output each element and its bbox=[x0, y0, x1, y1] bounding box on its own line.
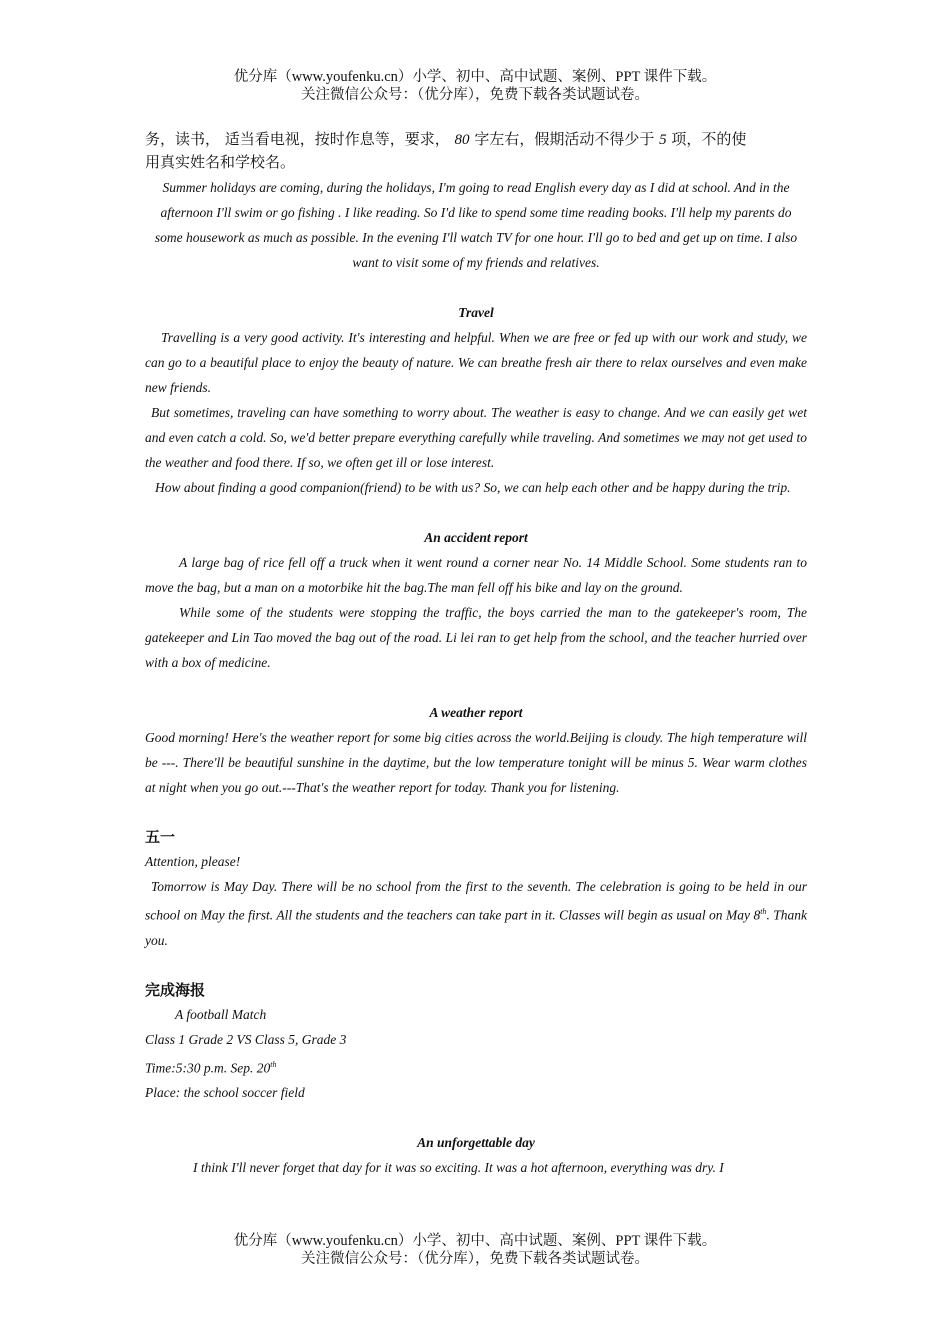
page-footer bbox=[0, 1232, 950, 1268]
footer-line-1: 优分库（www.youfenku.cn）小学、初中、高中试题、案例、PPT 课件下载。 bbox=[233, 1233, 717, 1249]
summer-paragraph: Summer holidays are coming, during the holidays, I'm going to read English every day as I did at school. And in the afternoon I'll swim or go fishing . I like reading. So I'd like to spend some time reading books. I'll help my parents do some housework as much as possible. In the evening I'll watch TV for one hour. I'll go to bed and get up on time. I also want to visit some of my friends and relatives. bbox=[154, 180, 798, 270]
document-body bbox=[145, 128, 807, 1180]
footer-line-2: 关注微信公众号：（优分库），免费下载各类试题试卷。 bbox=[301, 1251, 649, 1267]
accident-paragraph-2: While some of the students were stopping the traffic, the boys carried the man to the gatekeeper's room, The gatekeeper and Lin Tao moved the bag out of the road. Li lei ran to get help from the school, and the teacher hurried over with a box of medicine. bbox=[145, 605, 807, 670]
accident-paragraph-1: A large bag of rice fell off a truck when it went round a corner near No. 14 Middle School. Some students ran to move the bag, but a man on a motorbike hit the bag.The man fell off his bike and lay on the ground. bbox=[145, 555, 807, 595]
weather-paragraph: Good morning! Here's the weather report for some big cities across the world.Beijing is cloudy. The high temperature will be ---. There'll be beautiful sunshine in the daytime, but the low temperature tonight will be minus 5. Wear warm clothes at night when you go out.---That's the weather report for today. Thank you for listening. bbox=[145, 730, 807, 795]
poster-teams: Class 1 Grade 2 VS Class 5, Grade 3 bbox=[145, 1031, 347, 1047]
travel-paragraph-3: How about finding a good companion(friend) to be with us? So, we can help each other and be happy during the trip. bbox=[155, 480, 791, 495]
travel-title: Travel bbox=[458, 305, 494, 320]
weather-title: A weather report bbox=[429, 705, 523, 720]
header-line-1: 优分库（www.youfenku.cn）小学、初中、高中试题、案例、PPT 课件下载。 bbox=[233, 69, 717, 85]
mayday-paragraph: Tomorrow is May Day. There will be no school from the first to the seventh. The celebration is going to be held in our school on May the first. All the students and the teachers can take part in it. Classes will begin as usual on May 8th. Thank you. bbox=[145, 879, 808, 948]
accident-title: An accident report bbox=[424, 530, 528, 545]
poster-title: A football Match bbox=[175, 1006, 267, 1022]
header-line-2: 关注微信公众号：（优分库），免费下载各类试题试卷。 bbox=[301, 87, 649, 103]
page-header bbox=[0, 68, 950, 104]
unforgettable-paragraph: I think I'll never forget that day for it was so exciting. It was a hot afternoon, everything was dry. I bbox=[193, 1160, 724, 1175]
unforgettable-title: An unforgettable day bbox=[417, 1135, 535, 1150]
intro-cn-line-2: 用真实姓名和学校名。 bbox=[145, 153, 296, 171]
poster-time: Time:5:30 p.m. Sep. 20th bbox=[145, 1059, 277, 1075]
intro-cn-line-1: 务，读书， 适当看电视，按时作息等，要求， 80 字左右，假期活动不得少于 5 项，不的使 bbox=[145, 130, 747, 148]
poster-heading: 完成海报 bbox=[145, 980, 206, 999]
travel-paragraph-2: But sometimes, traveling can have something to worry about. The weather is easy to change. And we can easily get wet and even catch a cold. So, we'd better prepare everything carefully while traveling. And sometimes we may not get used to the weather and food there. If so, we often get ill or lose interest. bbox=[145, 405, 807, 470]
mayday-heading: 五一 bbox=[145, 828, 176, 846]
travel-paragraph-1: Travelling is a very good activity. It's interesting and helpful. When we are free or fed up with our work and study, we can go to a beautiful place to enjoy the beauty of nature. We can breathe fresh air there to relax ourselves and even make new friends. bbox=[145, 330, 807, 395]
mayday-attention: Attention, please! bbox=[145, 854, 241, 869]
poster-place: Place: the school soccer field bbox=[145, 1085, 305, 1100]
